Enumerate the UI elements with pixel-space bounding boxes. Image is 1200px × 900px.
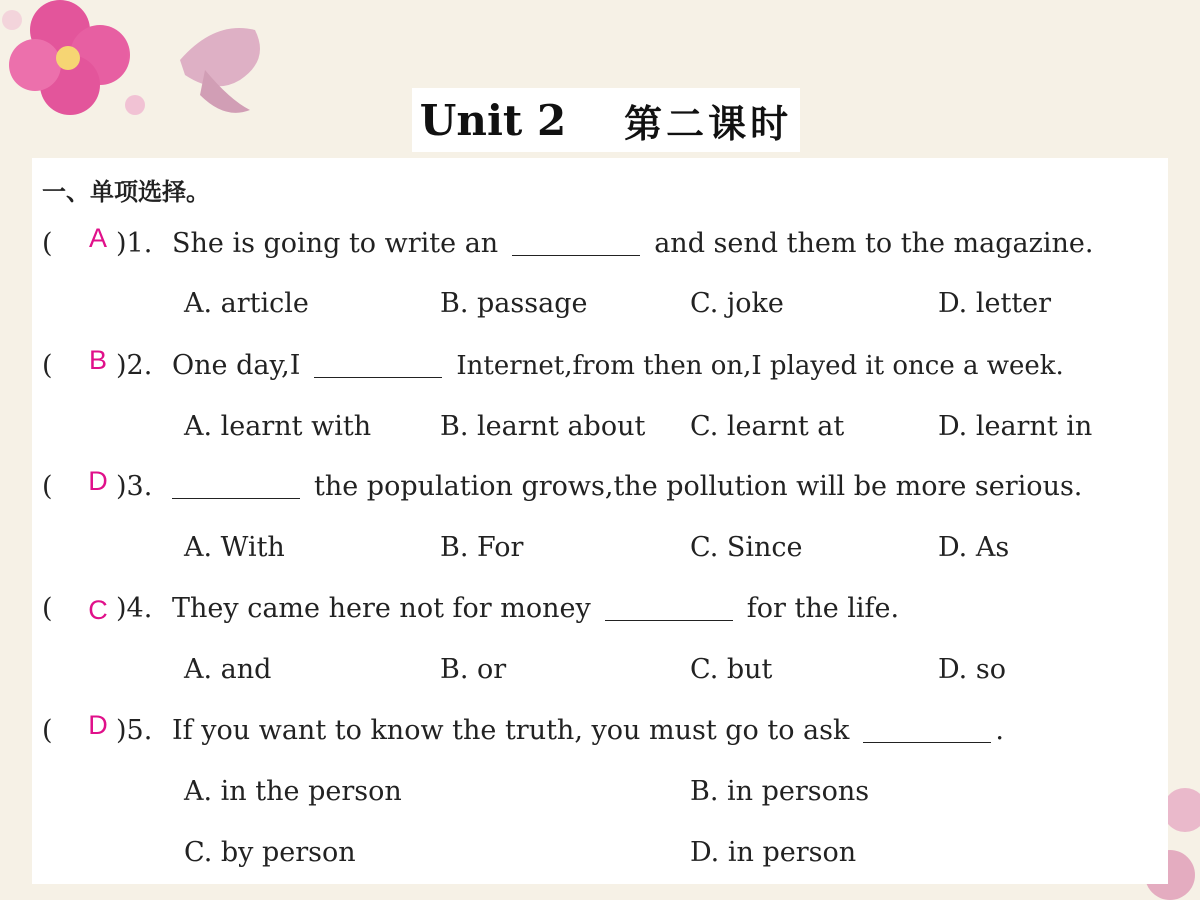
paren-open: ( <box>42 471 53 502</box>
option-a: A. and <box>184 654 272 685</box>
question-number: )1. <box>116 228 153 259</box>
answer-mark: D <box>88 466 108 496</box>
question-text-after: . <box>995 715 1004 746</box>
option-a: A. in the person <box>184 776 402 807</box>
exercise-card <box>32 158 1168 884</box>
option-c: C. Since <box>690 532 803 563</box>
answer-mark: C <box>88 595 108 625</box>
question-number: )4. <box>116 593 153 624</box>
option-a: A. learnt with <box>184 411 372 442</box>
question-text-before: If you want to know the truth, you must go to ask <box>172 715 850 746</box>
question-text-after: Internet,from then on,I played it once a week. <box>456 351 1064 381</box>
question-text-before: They came here not for money <box>172 593 591 624</box>
option-a: A. article <box>184 288 309 319</box>
paren-open: ( <box>42 715 53 746</box>
answer-mark: D <box>88 710 108 740</box>
question-number: )5. <box>116 715 153 746</box>
option-c: C. joke <box>690 288 784 319</box>
answer-blank <box>172 476 300 499</box>
question-text-after: for the life. <box>746 593 900 624</box>
question-text-before: She is going to write an <box>172 228 499 259</box>
question-1 <box>42 223 1094 268</box>
question-5 <box>42 710 1004 755</box>
flower-decoration-icon <box>0 0 300 150</box>
option-b: B. passage <box>440 288 588 319</box>
option-b: B. or <box>440 654 507 685</box>
question-number: )2. <box>116 350 153 381</box>
answer-mark: A <box>88 223 107 253</box>
paren-open: ( <box>42 593 53 624</box>
option-d: D. in person <box>690 837 857 868</box>
question-text-after: the population grows,the pollution will be more serious. <box>314 471 1083 502</box>
answer-blank <box>863 720 991 743</box>
question-text-after: and send them to the magazine. <box>654 228 1094 259</box>
option-d: D. so <box>938 654 1006 685</box>
question-4 <box>42 593 899 633</box>
answer-blank <box>314 355 442 378</box>
option-d: D. letter <box>938 288 1052 319</box>
option-b: B. learnt about <box>440 411 646 442</box>
answer-blank <box>605 598 733 621</box>
page-title <box>412 88 800 152</box>
answer-mark: B <box>88 345 107 375</box>
answer-blank <box>512 233 640 256</box>
section-heading: 一、单项选择。 <box>42 178 210 206</box>
paren-open: ( <box>42 228 53 259</box>
question-text-before: One day,I <box>172 350 301 381</box>
option-b: B. For <box>440 532 524 563</box>
question-2 <box>42 345 1064 390</box>
unit-title: Unit 2 <box>419 95 567 145</box>
option-a: A. With <box>184 532 285 563</box>
lesson-title: 第二课时 <box>624 100 793 146</box>
option-c: C. but <box>690 654 773 685</box>
option-d: D. learnt in <box>938 411 1093 442</box>
option-c: C. learnt at <box>690 411 845 442</box>
paren-open: ( <box>42 350 53 381</box>
option-c: C. by person <box>184 837 356 868</box>
option-b: B. in persons <box>690 776 870 807</box>
question-number: )3. <box>116 471 153 502</box>
question-3 <box>42 466 1083 511</box>
option-d: D. As <box>938 532 1010 563</box>
